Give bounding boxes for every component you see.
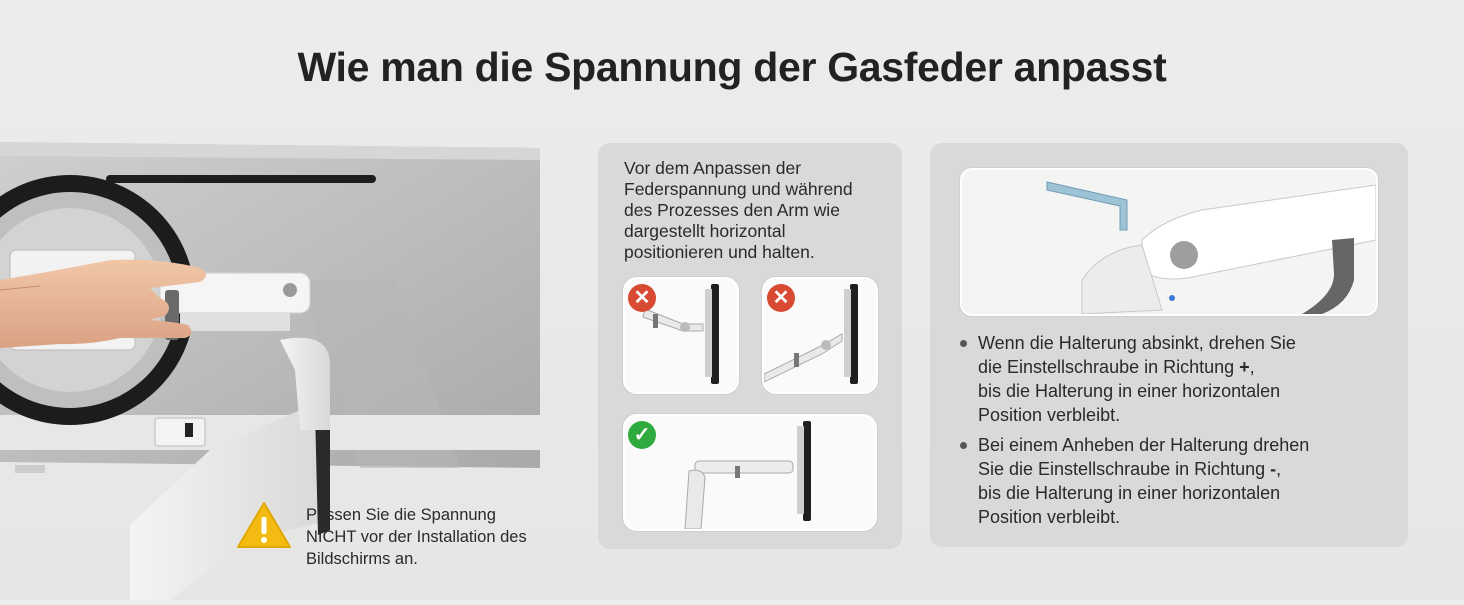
wrong-badge-icon: ✕ bbox=[628, 284, 656, 312]
wrong-position-tilted-down bbox=[623, 277, 739, 394]
hex-key-adjustment-photo bbox=[960, 168, 1378, 316]
bullet-dot bbox=[960, 442, 967, 449]
positioning-instruction: Vor dem Anpassen der Federspannung und während des Prozesses den Arm wie dargestellt horizontal positionieren und halten. bbox=[624, 158, 853, 262]
correct-position-horizontal bbox=[623, 414, 877, 531]
minus-symbol: - bbox=[1270, 459, 1277, 479]
warning-note bbox=[236, 500, 536, 580]
page-title: Wie man die Spannung der Gasfeder anpasst bbox=[297, 44, 1167, 90]
correct-badge-icon: ✓ bbox=[628, 421, 656, 449]
bullet-sinking bbox=[960, 331, 1390, 431]
wrong-badge-icon: ✕ bbox=[767, 284, 795, 312]
bullet-text: Wenn die Halterung absinkt, drehen Sie die Einstellschraube in Richtung +, bis die Halterung in einer horizontalen Position verbleibt. bbox=[978, 333, 1296, 425]
positioning-panel bbox=[598, 143, 902, 549]
wrong-position-tilted-up bbox=[762, 277, 878, 394]
bullet-text: Bei einem Anheben der Halterung drehen Sie die Einstellschraube in Richtung -, bis die Halterung in einer horizontalen Position verbleibt. bbox=[978, 435, 1310, 527]
adjustment-panel bbox=[930, 143, 1408, 547]
bullet-rising bbox=[960, 433, 1390, 533]
plus-symbol: + bbox=[1239, 357, 1250, 377]
warning-text: Passen Sie die Spannung NICHT vor der Installation des Bildschirms an. bbox=[306, 506, 527, 568]
bullet-dot bbox=[960, 340, 967, 347]
warning-triangle-icon bbox=[236, 500, 292, 555]
